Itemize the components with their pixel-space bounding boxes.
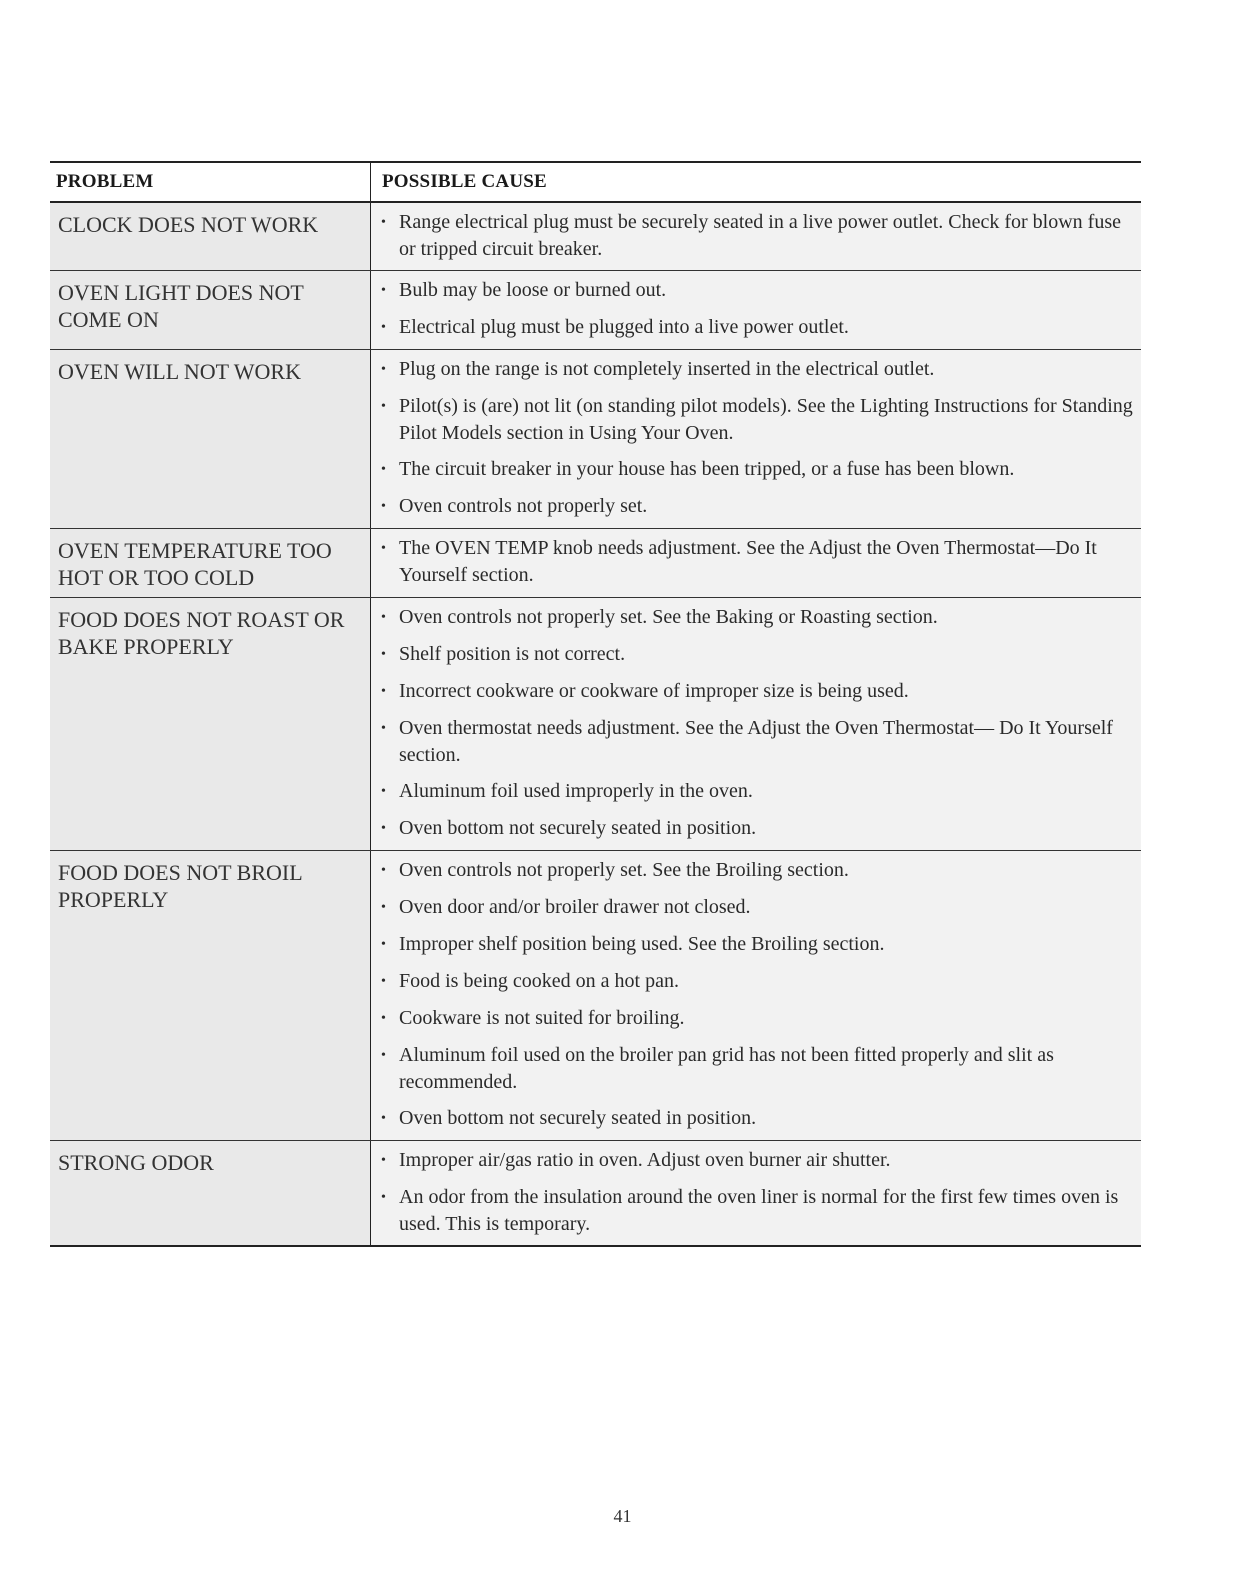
cause-item (381, 894, 1133, 921)
cause-cell (370, 529, 1141, 597)
cause-item (381, 393, 1133, 446)
bullet-icon: • (381, 1111, 386, 1126)
bullet-icon: • (381, 1048, 386, 1063)
cause-text: Aluminum foil used improperly in the oven. (399, 780, 753, 802)
problem-cell: FOOD DOES NOT BROIL PROPERLY (50, 851, 370, 1140)
cause-text: Electrical plug must be plugged into a live power outlet. (399, 316, 849, 338)
cause-item (381, 456, 1133, 483)
cause-cell (370, 203, 1141, 270)
cause-text: The OVEN TEMP knob needs adjustment. See the Adjust the Oven Thermostat—Do It Yourself section. (399, 537, 1097, 586)
table-row (50, 598, 1141, 851)
bullet-icon: • (381, 684, 386, 699)
cause-text: Oven controls not properly set. See the Baking or Roasting section. (399, 606, 938, 628)
cause-cell (370, 271, 1141, 349)
cause-text: Bulb may be loose or burned out. (399, 279, 667, 301)
cause-item (381, 857, 1133, 884)
page-number: 41 (613, 1506, 632, 1526)
table-row (50, 851, 1141, 1141)
cause-item (381, 535, 1133, 588)
table-row (50, 529, 1141, 598)
table-row (50, 271, 1141, 350)
cause-item (381, 815, 1133, 842)
problem-cell: CLOCK DOES NOT WORK (50, 203, 370, 270)
cause-cell (370, 1141, 1141, 1245)
cause-text: Improper air/gas ratio in oven. Adjust oven burner air shutter. (399, 1149, 891, 1171)
cause-text: Plug on the range is not completely inserted in the electrical outlet. (399, 358, 935, 380)
cause-text: Pilot(s) is (are) not lit (on standing pilot models). See the Lighting Instructions for Standing Pilot Models section in Using Your Oven. (399, 395, 1133, 444)
cause-item (381, 1184, 1133, 1237)
bullet-icon: • (381, 721, 386, 736)
cause-item (381, 678, 1133, 705)
problem-cell: OVEN WILL NOT WORK (50, 350, 370, 528)
bullet-icon: • (381, 1011, 386, 1026)
cause-text: Oven bottom not securely seated in position. (399, 1107, 757, 1129)
header-problem: PROBLEM (56, 171, 154, 192)
cause-item (381, 314, 1133, 341)
troubleshooting-table (50, 161, 1141, 1247)
cause-text: Oven controls not properly set. See the Broiling section. (399, 859, 849, 881)
cause-item (381, 1105, 1133, 1132)
cause-text: Oven thermostat needs adjustment. See the Adjust the Oven Thermostat— Do It Yourself section. (399, 717, 1113, 766)
table-row (50, 203, 1141, 271)
cause-text: Shelf position is not correct. (399, 643, 626, 665)
bullet-icon: • (381, 320, 386, 335)
bullet-icon: • (381, 974, 386, 989)
header-possible-cause: POSSIBLE CAUSE (370, 163, 1141, 201)
cause-item (381, 968, 1133, 995)
cause-item (381, 604, 1133, 631)
cause-item (381, 778, 1133, 805)
cause-item (381, 493, 1133, 520)
bullet-icon: • (381, 283, 386, 298)
cause-item (381, 277, 1133, 304)
problem-cell: OVEN TEMPERATURE TOO HOT OR TOO COLD (50, 529, 370, 597)
bullet-icon: • (381, 462, 386, 477)
bullet-icon: • (381, 1190, 386, 1205)
cause-text: Oven bottom not securely seated in position. (399, 817, 757, 839)
cause-cell (370, 598, 1141, 850)
table-header-row (50, 163, 1141, 203)
table-row (50, 350, 1141, 529)
cause-text: Aluminum foil used on the broiler pan grid has not been fitted properly and slit as recommended. (399, 1044, 1054, 1093)
cause-item (381, 715, 1133, 768)
bullet-icon: • (381, 215, 386, 230)
problem-cell: STRONG ODOR (50, 1141, 370, 1245)
cause-cell (370, 350, 1141, 528)
cause-text: Oven door and/or broiler drawer not closed. (399, 896, 751, 918)
cause-cell (370, 851, 1141, 1140)
bullet-icon: • (381, 647, 386, 662)
cause-item (381, 931, 1133, 958)
cause-text: Oven controls not properly set. (399, 495, 648, 517)
bullet-icon: • (381, 362, 386, 377)
cause-item (381, 209, 1133, 262)
cause-item (381, 1042, 1133, 1095)
bullet-icon: • (381, 499, 386, 514)
cause-text: Incorrect cookware or cookware of improper size is being used. (399, 680, 909, 702)
bullet-icon: • (381, 541, 386, 556)
problem-cell: FOOD DOES NOT ROAST OR BAKE PROPERLY (50, 598, 370, 850)
bullet-icon: • (381, 821, 386, 836)
cause-text: Improper shelf position being used. See the Broiling section. (399, 933, 885, 955)
cause-item (381, 1147, 1133, 1174)
bullet-icon: • (381, 399, 386, 414)
bullet-icon: • (381, 937, 386, 952)
cause-item (381, 356, 1133, 383)
cause-text: Food is being cooked on a hot pan. (399, 970, 679, 992)
cause-item (381, 1005, 1133, 1032)
bullet-icon: • (381, 1153, 386, 1168)
problem-cell: OVEN LIGHT DOES NOT COME ON (50, 271, 370, 349)
table-row (50, 1141, 1141, 1247)
cause-text: An odor from the insulation around the oven liner is normal for the first few times oven is used. This is temporary. (399, 1186, 1119, 1235)
cause-text: Cookware is not suited for broiling. (399, 1007, 685, 1029)
cause-text: The circuit breaker in your house has been tripped, or a fuse has been blown. (399, 458, 1015, 480)
bullet-icon: • (381, 784, 386, 799)
cause-text: Range electrical plug must be securely seated in a live power outlet. Check for blown fuse or tripped circuit breaker. (399, 211, 1121, 260)
bullet-icon: • (381, 863, 386, 878)
bullet-icon: • (381, 900, 386, 915)
bullet-icon: • (381, 610, 386, 625)
table-body (50, 203, 1141, 1247)
cause-item (381, 641, 1133, 668)
